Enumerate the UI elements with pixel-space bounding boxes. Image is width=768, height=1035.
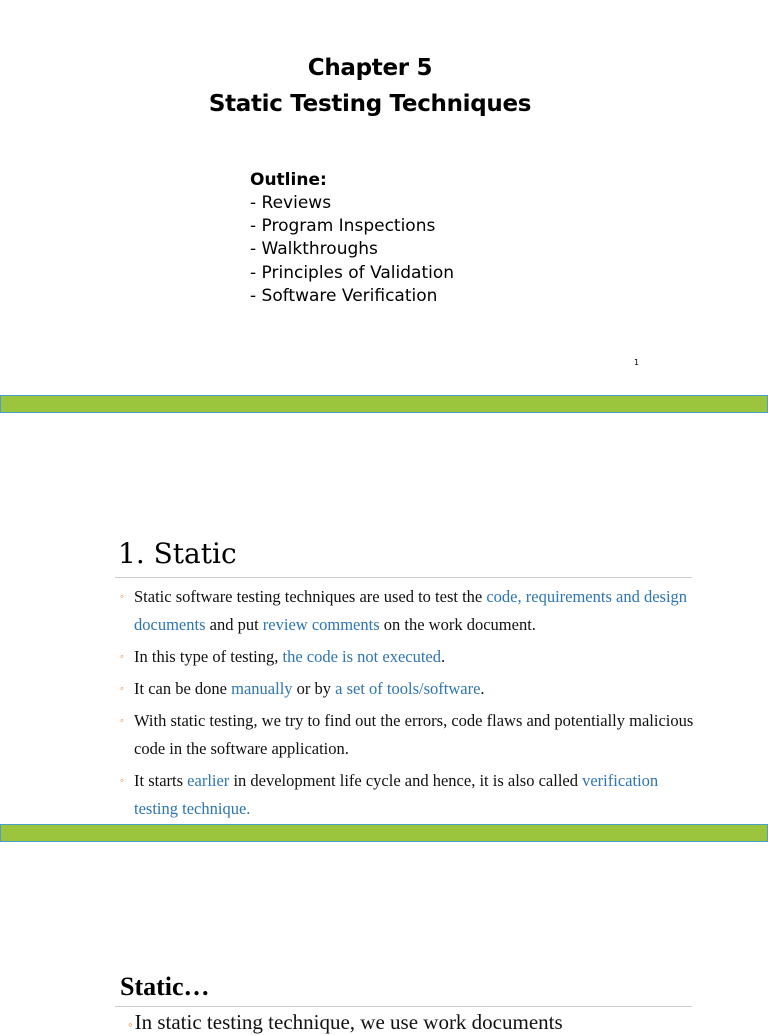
bullet-item: ◦In static testing technique, we use work documents (128, 1010, 563, 1034)
bullet-marker: ◦ (120, 651, 124, 663)
highlight-text: manually (231, 679, 293, 698)
title-rule (115, 577, 692, 578)
highlight-text: earlier (187, 771, 230, 790)
bullet-item: ◦ With static testing, we try to find out the errors, code flaws and potentially malicious code in the software application. (120, 707, 700, 763)
slide-separator (0, 824, 768, 842)
outline-item: - Software Verification (250, 285, 438, 306)
bullet-marker: ◦ (120, 715, 124, 727)
bullet-marker: ◦ (120, 775, 124, 787)
chapter-title: Chapter 5 (307, 55, 433, 81)
slide-title: 1. Static (118, 537, 237, 570)
outline-heading: Outline: (250, 170, 327, 190)
slide-1 (0, 0, 768, 395)
highlight-text: code, requirements and design documents (134, 587, 688, 634)
slide-separator (0, 395, 768, 413)
outline-item: - Walkthroughs (250, 239, 378, 260)
chapter-subtitle: Static Testing Techniques (208, 91, 532, 117)
slide-2 (0, 413, 768, 825)
bullet-item: ◦ Static software testing techniques are used to test the code, requirements and design documents and put review comments on the work document. (120, 583, 700, 639)
outline-item: - Program Inspections (250, 216, 436, 237)
bullet-list (120, 583, 700, 827)
bullet-marker: ◦ (120, 683, 124, 695)
outline-list (250, 192, 454, 308)
highlight-text: a set of tools/software (335, 679, 481, 698)
slide-title: Static… (120, 972, 210, 1001)
outline-item: - Principles of Validation (250, 262, 455, 283)
slide-3 (0, 842, 768, 1034)
outline-item: - Reviews (250, 193, 332, 213)
bullet-marker: ◦ (128, 1017, 133, 1032)
bullet-item: ◦ It starts earlier in development life cycle and hence, it is also called verification testing technique. (120, 767, 700, 823)
page-number: 1 (634, 358, 640, 367)
bullet-item: ◦ In this type of testing, the code is not executed. (120, 643, 700, 671)
highlight-text: the code is not executed (282, 647, 442, 666)
bullet-marker: ◦ (120, 591, 124, 603)
bullet-item: ◦ It can be done manually or by a set of tools/software. (120, 675, 700, 703)
highlight-text: verification testing technique. (134, 771, 659, 818)
highlight-text: review comments (262, 615, 380, 634)
title-rule (115, 1006, 692, 1007)
